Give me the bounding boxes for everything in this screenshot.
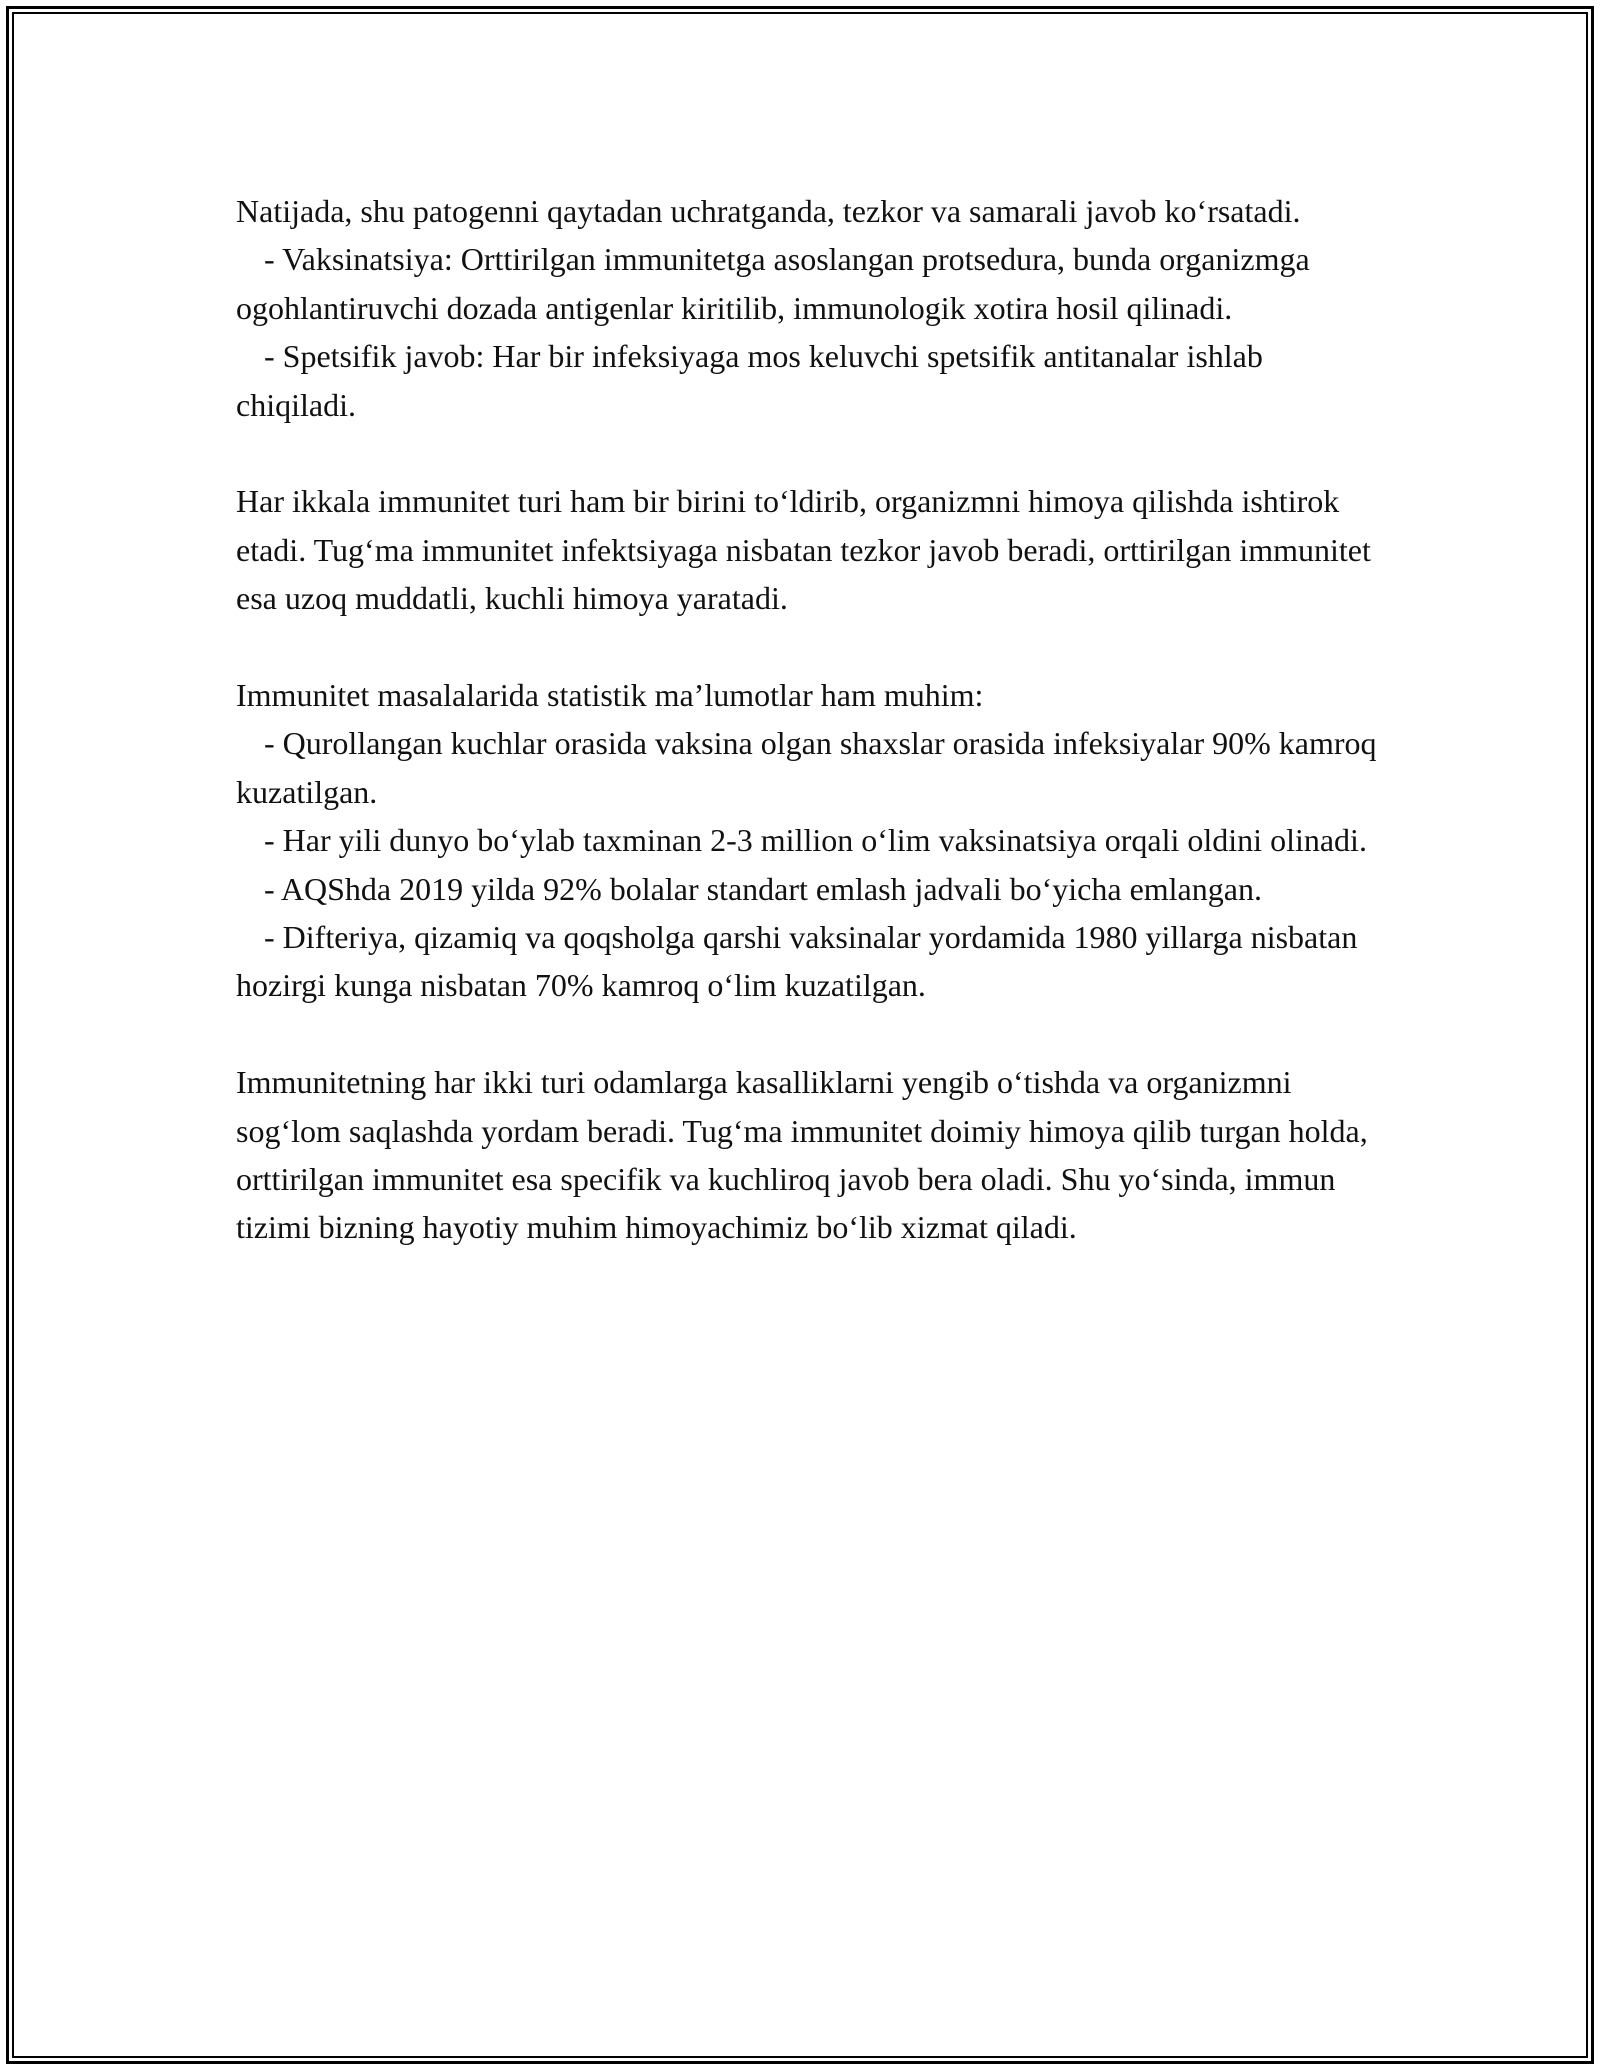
paragraph-gap bbox=[236, 1010, 1386, 1058]
paragraph-gap bbox=[236, 429, 1386, 477]
conclusion-paragraph: Immunitetning har ikki turi odamlarga kasalliklarni yengib o‘tishda va organizmni sog‘lom saqlashda yordam beradi. Tug‘ma immunitet doimiy himoya qilib turgan holda, orttirilgan immunitet esa specifik va kuchliroq javob bera oladi. Shu yo‘sinda, immun tizimi bizning hayotiy muhim himoyachimiz bo‘lib xizmat qiladi. bbox=[236, 1064, 1368, 1246]
statistics-heading: Immunitet masalalarida statistik ma’lumotlar ham muhim: bbox=[236, 677, 984, 714]
list-item-deaths-prevented: - Har yili dunyo bo‘ylab taxminan 2-3 million o‘lim vaksinatsiya orqali oldini olinadi. bbox=[264, 822, 1367, 859]
list-item-armed-forces: - Qurollangan kuchlar orasida vaksina olgan shaxslar orasida infeksiyalar 90% kamroq kuzatilgan. bbox=[236, 725, 1377, 810]
list-item-usa-2019: - AQShda 2019 yilda 92% bolalar standart emlash jadvali bo‘yicha emlangan. bbox=[264, 870, 1262, 907]
complement-paragraph: Har ikkala immunitet turi ham bir birini to‘ldirib, organizmni himoya qilishda ishtirok etadi. Tug‘ma immunitet infektsiyaga nisbatan tezkor javob beradi, orttirilgan immunitet esa uzoq muddatli, kuchli himoya yaratadi. bbox=[236, 483, 1371, 617]
list-item-vaccination: - Vaksinatsiya: Orttirilgan immunitetga asoslangan protsedura, bunda organizmga ogohlantiruvchi dozada antigenlar kiritilib, immunologik xotira hosil qilinadi. bbox=[236, 241, 1310, 326]
list-item-specific-response: - Spetsifik javob: Har bir infeksiyaga mos keluvchi spetsifik antitanalar ishlab chiqiladi. bbox=[236, 338, 1263, 423]
list-item-diphtheria: - Difteriya, qizamiq va qoqsholga qarshi vaksinalar yordamida 1980 yillarga nisbatan hozirgi kunga nisbatan 70% kamroq o‘lim kuzatilgan. bbox=[236, 919, 1358, 1004]
document-body bbox=[236, 187, 1386, 1252]
intro-paragraph: Natijada, shu patogenni qaytadan uchratganda, tezkor va samarali javob ko‘rsatadi. bbox=[236, 193, 1301, 229]
paragraph-gap bbox=[236, 623, 1386, 671]
